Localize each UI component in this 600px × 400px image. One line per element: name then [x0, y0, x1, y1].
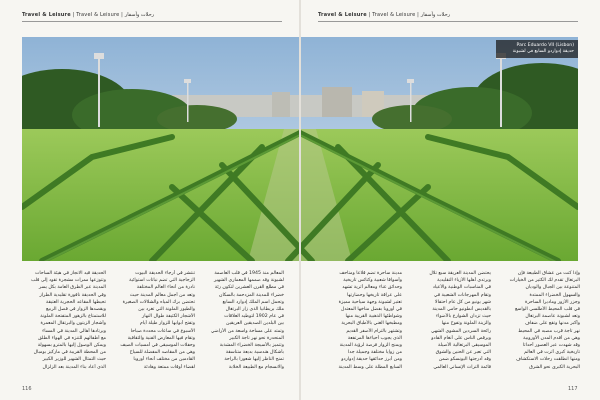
text-line: البرتغال تقدم لك الكثير من الخيارات	[509, 278, 580, 284]
text-line: وتتوزعها ممرات مشجرة تقود إلى قلب	[30, 278, 106, 284]
header-right-section: | Travel & Leisure |	[368, 12, 420, 18]
page-number-left: 116	[22, 386, 32, 392]
header-right-rule	[318, 21, 578, 22]
text-line: وحدائق غناء ومعالم أثرية تشهد	[342, 285, 402, 291]
header-right	[318, 12, 450, 18]
text-line: ويمكن الوصول إليها بالمترو بسهولة	[37, 343, 106, 349]
text-line: المدينة عبر الطرق العامة بكل يسر	[38, 285, 106, 291]
text-line: بالقديس أنطونيو حامي المدينة	[432, 307, 491, 313]
photo-caption	[496, 40, 578, 58]
text-line: في قلب المحيط الأطلسي الواسع	[514, 307, 580, 313]
text-line: وتعد من أجمل معالم المدينة حيث	[129, 292, 195, 298]
text-line: الذي أعاد بناء المدينة بعد الزلزال	[42, 364, 106, 370]
text-line: تعتبر لشبونة وجهة سياحية مميزة	[338, 299, 402, 305]
text-line: حيث تزدان الشوارع بالأضواء	[435, 314, 491, 320]
text-line: قائمة التراث الإنساني العالمي	[433, 364, 491, 370]
header-left-sub: رحلات وأسفار	[124, 12, 155, 18]
header-right-magazine: Travel & Leisure	[318, 12, 367, 18]
text-line: على عراقة تاريخها وحضارتها	[347, 292, 402, 298]
text-line: لشبونة وقد صممها المعماري الشهير	[213, 278, 284, 284]
text-line: الزجاجية التي تضم نباتات استوائية	[129, 278, 195, 284]
text-line: وقد أدرجتها اليونسكو ضمن	[438, 357, 491, 363]
text-line: وأسواقا شعبية وكنائس تاريخية	[343, 278, 402, 284]
text-line: ويرقص الناس على أنغام الفادو	[431, 335, 491, 341]
text-line: وتقام المهرجانات الشعبية في	[433, 292, 491, 298]
right-page-text	[318, 270, 580, 380]
text-line: في مطلع القرن العشرين لتكون رئة	[214, 285, 284, 291]
text-line: تنتشر في أرجاء الحديقة البيوت	[135, 271, 195, 276]
text-line: بين البلدين الصديقين العريقين	[226, 321, 284, 327]
text-line: تمنح الناظر إليها شعورا بالراحة	[224, 357, 284, 363]
text-line: تاريخية كبرى أثرت في العالم	[524, 350, 580, 356]
text-line: والطيور الملونة التي تغرد بين	[138, 307, 195, 313]
text-line: حيث التمثال الشهير للوزير الكبير	[42, 357, 106, 363]
text-line: نادرة من أنحاء العالم المختلفة	[136, 285, 195, 291]
text-line: والزينة الملونة وتفوح منها	[441, 321, 491, 327]
text-line: يحتضن المدينة العريقة سبع تلال	[429, 271, 491, 276]
text-line: وقد شهدت عبر العصور أحداثا	[522, 343, 580, 349]
text-line: من المحطة القريبة في ماركيز بومبال	[33, 350, 106, 356]
text-line: وشواطئها الذهبية القريبة منها	[345, 314, 402, 320]
text-line: شهر يونيو من كل عام احتفالا	[434, 299, 491, 305]
text-line: في أوروبا بفضل مناخها المعتدل	[340, 307, 402, 313]
text-line: القادمين من مختلف أنحاء أوروبا	[133, 357, 195, 363]
text-line: ويرتادها أهالي المدينة في المساء	[42, 328, 106, 334]
text-line: ومن أبرز حدائقها حديقة إدواردو	[341, 357, 402, 363]
text-line: ومطبخها الغني بالأطباق البحرية	[341, 321, 402, 327]
text-line: ويرتدي أهلها الأزياء التقليدية	[437, 278, 491, 284]
text-column-3	[200, 270, 284, 378]
text-line: وتمتد على مساحة واسعة من الأراضي	[210, 328, 284, 334]
text-line: وجزر الأزور وماديرا الساحرة	[524, 299, 580, 305]
text-line: الحديقة قيد الانجاز في هيئة الساحات	[34, 271, 106, 276]
text-column-4	[318, 270, 402, 378]
text-line: خضراء للمدينة المزدحمة بالسكان	[219, 292, 284, 298]
text-line: ملك بريطانيا الذي زار البرتغال	[225, 307, 284, 313]
text-line: والسهول الخضراء الممتدة	[529, 292, 580, 298]
text-line: تحتضن برك المياه والشلالات الصغيرة	[122, 299, 195, 305]
caption-line1: Parc Eduardo VII (Lisbon)	[516, 43, 574, 48]
text-line: وحفلات الموسيقى في أمسيات الصيف	[120, 343, 195, 349]
text-line: الموسيقى البرتغالية الأصيلة	[438, 343, 491, 349]
header-left-section: | Travel & Leisure |	[72, 12, 124, 18]
text-line: وإذا كنت من عشاق الطبيعة فإن	[517, 271, 580, 276]
text-line: وأكبر مدنها وتقع على ضفاف	[525, 321, 580, 327]
text-column-1	[22, 270, 106, 378]
text-line: مع أطفالهم للتنزه في الهواء الطلق	[38, 335, 106, 341]
text-line: نهر تاجة قرب مصبه في المحيط	[518, 328, 580, 334]
text-line: للاستمتاع بالزهور المتفتحة الملونة	[40, 314, 106, 320]
text-line: المعالم منذ 1945 في قلب العاصمة	[214, 271, 284, 276]
text-line: المتنوعة بين الجبال والوديان	[525, 285, 580, 291]
text-line: وهي من المقاصد المفضلة للسياح	[129, 350, 195, 356]
text-line: البحرية الكبرى نحو الشرق	[529, 364, 580, 370]
text-line: وفي الحديقة نافورة تقليدية الطراز	[39, 292, 106, 298]
text-line: تحيطها المقاعد الحجرية العتيقة	[45, 299, 106, 305]
header-left	[22, 12, 154, 18]
gutter	[299, 0, 301, 400]
text-line: وتقام فيها المعارض الفنية والثقافية	[127, 335, 195, 341]
text-line: ويمنح الزوار فرصة لرؤية المدينة	[339, 343, 402, 349]
text-line: في المناسبات الوطنية والأعياد	[432, 285, 491, 291]
text-line: وتحمل اسم الملك إدوارد السابع	[222, 299, 284, 305]
left-page-text	[22, 270, 284, 380]
header-right-sub: رحلات وأسفار	[420, 12, 451, 18]
text-line: ومنها انطلقت رحلات الاستكشاف	[516, 357, 580, 363]
text-line: السابع المطلة على وسط المدينة	[338, 364, 402, 370]
text-line: من زوايا مختلفة وجميلة جدا	[347, 350, 402, 356]
text-line: التي تعبر عن الحنين والشوق	[435, 350, 491, 356]
caption-line2: حديقة إدواردو السابع في لشبونة	[512, 49, 574, 54]
text-line: الذي يجوب أحياءها المرتفعة	[347, 335, 402, 341]
text-line: وتفتح أبوابها للزوار طيلة أيام	[139, 321, 195, 327]
text-column-2	[111, 270, 195, 378]
text-line: الأشجار الكثيفة طوال النهار	[142, 314, 195, 320]
text-line: المنحدرة نحو نهر تاجة الكبير	[229, 335, 284, 341]
text-line: مدينة ساحرة تضم قلاعا ومتاحف	[339, 271, 402, 276]
text-line: وهي من أقدم المدن الأوروبية	[523, 335, 580, 341]
text-line: رائحة السردين المشوي الشهي	[430, 328, 491, 334]
header-left-rule	[22, 21, 282, 22]
text-line: وتشتهر بالترام الأصفر القديم	[346, 328, 402, 334]
text-line: وتعد لشبونة عاصمة البرتغال	[525, 314, 580, 320]
text-line: وتتميز بالأسيجة الخضراء المشذبة	[219, 343, 284, 349]
header-left-magazine: Travel & Leisure	[22, 12, 71, 18]
text-column-5	[407, 270, 491, 378]
page-number-right: 117	[568, 386, 578, 392]
text-line: الأسبوع في ساعات محددة صباحا	[130, 328, 195, 334]
text-line: والانسجام مع الطبيعة الخلابة	[228, 364, 284, 370]
text-line: ويقصدها الزوار في فصل الربيع	[45, 307, 106, 313]
text-line: في عام 1902 لتوطيد العلاقات	[224, 314, 284, 320]
text-line: بأشكال هندسية بديعة متناسقة	[225, 350, 284, 356]
text-column-6	[496, 270, 580, 378]
text-line: لقضاء أوقات ممتعة وهادئة	[143, 364, 195, 370]
text-line: وأشجار الزيتون والبرتقال المعمرة	[40, 321, 106, 327]
